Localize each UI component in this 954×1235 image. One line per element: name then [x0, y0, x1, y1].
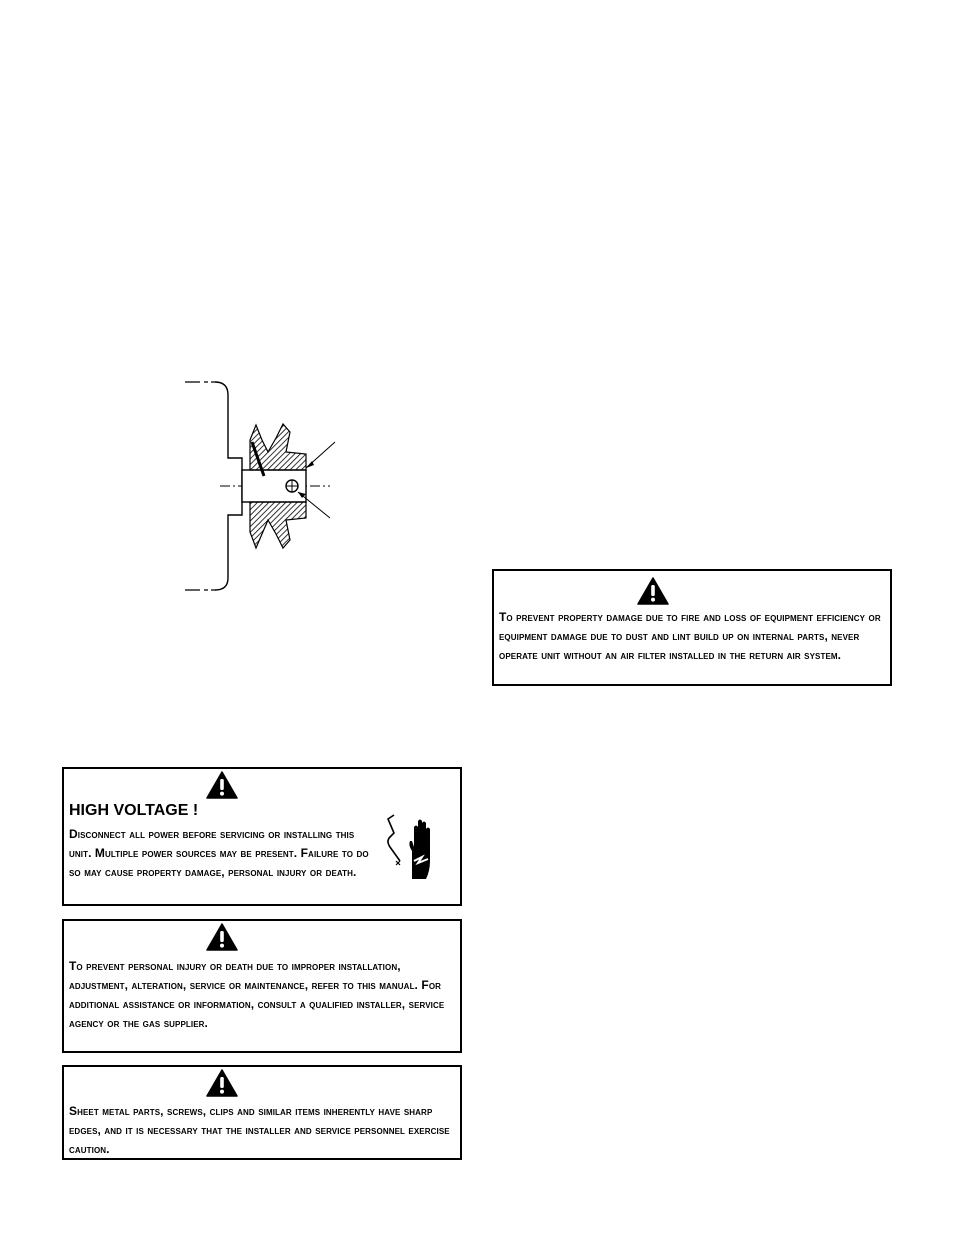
- warning-triangle-icon: [206, 923, 238, 951]
- warning-triangle-icon: [637, 577, 669, 605]
- warning-triangle-icon: [206, 1069, 238, 1097]
- high-voltage-warning-text: Disconnect all power before servicing or installing this unit. Multiple power sources may be present. Failure to do so may cause property damage, personal injury or death.: [69, 827, 369, 879]
- warning-triangle-icon: [206, 771, 238, 799]
- manual-warning-text: To prevent personal injury or death due to improper installation, adjustment, alteration, service or maintenance, refer to this manual. For additional assistance or information, consult a qualified installer, service agency or the gas supplier.: [69, 959, 445, 1030]
- air-filter-warning-box: [492, 569, 892, 686]
- sharp-edges-warning-text: Sheet metal parts, screws, clips and similar items inherently have sharp edges, and it is necessary that the installer and service personnel exercise caution.: [69, 1104, 450, 1156]
- sharp-edges-warning-box: [62, 1065, 462, 1160]
- manual-warning-box: [62, 919, 462, 1053]
- electric-shock-hand-icon: [384, 811, 442, 881]
- high-voltage-title: HIGH VOLTAGE !: [69, 802, 199, 819]
- pulley-cross-section-figure: [180, 370, 340, 600]
- high-voltage-warning-box: [62, 767, 462, 906]
- air-filter-warning-text: To prevent property damage due to fire and loss of equipment efficiency or equipment damage due to dust and lint build up on internal parts, never operate unit without an air filter installed in the return air system.: [499, 610, 881, 662]
